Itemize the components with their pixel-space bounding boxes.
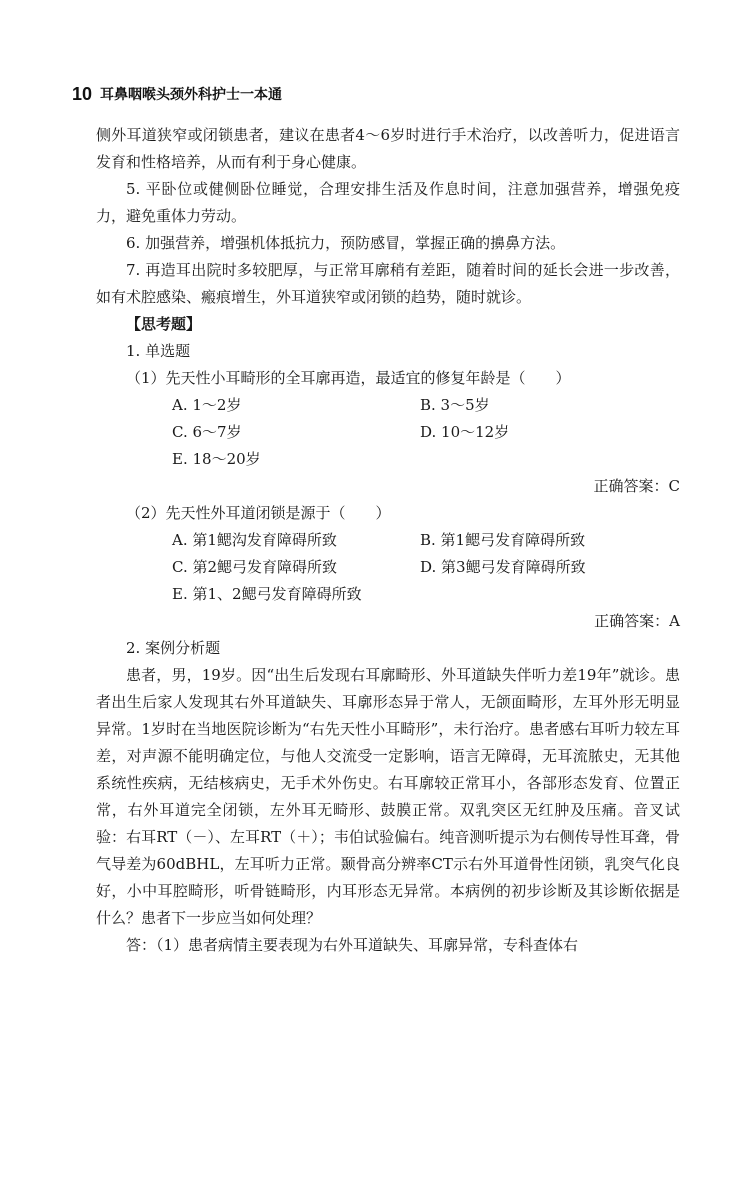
option: D. 10～12岁: [420, 423, 510, 441]
book-title: 耳鼻咽喉头颈外科护士一本通: [100, 87, 283, 103]
option: A. 第1鳃沟发育障碍所致: [172, 531, 337, 549]
option: A. 1～2岁: [172, 396, 242, 414]
correct-answer: 正确答案：C: [593, 477, 680, 495]
option-list: [96, 392, 680, 473]
option: B. 3～5岁: [420, 396, 490, 414]
option: E. 18～20岁: [172, 450, 261, 468]
paragraph-continued: 侧外耳道狭窄或闭锁患者，建议在患者4～6岁时进行手术治疗，以改善听力，促进语言发育和性格培养，从而有利于身心健康。: [96, 126, 680, 171]
paragraph-item-6: 6. 加强营养，增强机体抵抗力，预防感冒，掌握正确的擤鼻方法。: [126, 234, 566, 252]
option: C. 6～7岁: [172, 423, 242, 441]
option: C. 第2鳃弓发育障碍所致: [172, 558, 338, 576]
option: E. 第1、2鳃弓发育障碍所致: [172, 585, 362, 603]
paragraph-item-7: 7. 再造耳出院时多较肥厚，与正常耳廓稍有差距，随着时间的延长会进一步改善，如有术腔感染、瘢痕增生，外耳道狭窄或闭锁的趋势，随时就诊。: [96, 261, 680, 306]
option: B. 第1鳃弓发育障碍所致: [420, 531, 586, 549]
case-description: 患者，男，19岁。因“出生后发现右耳廓畸形、外耳道缺失伴听力差19年”就诊。患者出生后家人发现其右外耳道缺失、耳廓形态异于常人，无颌面畸形，左耳外形无明显异常。1岁时在当地医院诊断为“右先天性小耳畸形”，未行治疗。患者感右耳听力较左耳差，对声源不能明确定位，与他人交流受一定影响，语言无障碍，无耳流脓史，无其他系统性疾病，无结核病史，无手术外伤史。右耳廓较正常耳小，各部形态发育、位置正常，右外耳道完全闭锁，左外耳无畸形、鼓膜正常。双乳突区无红肿及压痛。音叉试验：右耳RT（－）、左耳RT（＋）；韦伯试验偏右。纯音测听提示为右侧传导性耳聋，骨气导差为60dBHL，左耳听力正常。颞骨高分辨率CT示右外耳道骨性闭锁，乳突气化良好，小中耳腔畸形，听骨链畸形，内耳形态无异常。本病例的初步诊断及其诊断依据是什么？患者下一步应当如何处理？: [96, 666, 680, 927]
page-body: [96, 122, 680, 959]
question-heading-case-analysis: 2. 案例分析题: [126, 639, 221, 657]
correct-answer: 正确答案：A: [594, 612, 680, 630]
answer-paragraph: 答：（1）患者病情主要表现为右外耳道缺失、耳廓异常，专科查体右: [126, 936, 579, 954]
page-number: 10: [72, 84, 93, 104]
question-stem: （1）先天性小耳畸形的全耳廓再造，最适宜的修复年龄是（ ）: [126, 369, 571, 387]
question-heading-single-choice: 1. 单选题: [126, 342, 191, 360]
option: D. 第3鳃弓发育障碍所致: [420, 558, 586, 576]
section-title: 【思考题】: [126, 315, 202, 333]
paragraph-item-5: 5. 平卧位或健侧卧位睡觉，合理安排生活及作息时间，注意加强营养，增强免疫力，避免重体力劳动。: [96, 180, 680, 225]
question-stem: （2）先天性外耳道闭锁是源于（ ）: [126, 504, 391, 522]
running-header: [72, 84, 282, 105]
option-list: [96, 527, 680, 608]
